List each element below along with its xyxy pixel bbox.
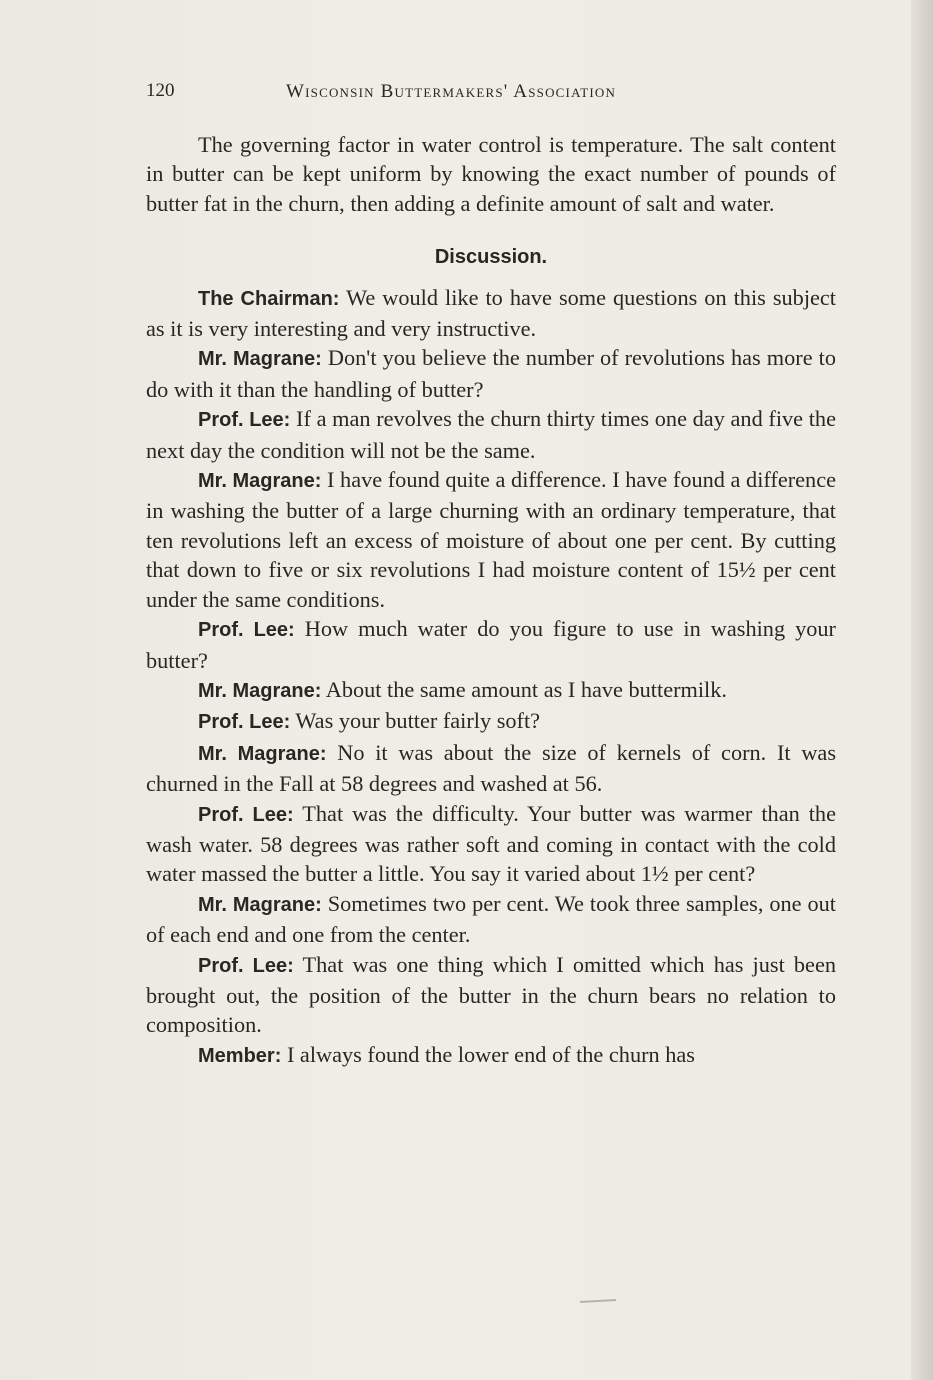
speech-text: If a man revolves the churn thirty times one day and five the next day the condition will not be the same. <box>146 406 836 463</box>
speech-text: About the same amount as I have buttermilk. <box>325 676 727 702</box>
discussion-paragraph <box>146 889 836 950</box>
speaker-label: Prof. Lee: <box>198 409 291 432</box>
speaker-label: The Chairman: <box>198 287 340 310</box>
speaker-label: Prof. Lee: <box>198 803 294 826</box>
ink-smudge-mark <box>580 1299 616 1303</box>
discussion-paragraph <box>146 738 836 799</box>
discussion-paragraph <box>146 343 836 404</box>
page-header <box>146 80 836 110</box>
speech-text: I have found quite a difference. I have found a difference in washing the butter of a large churning with an ordinary temperature, that ten revolutions left an excess of moisture of about one per cent. By cutting that down to five or six revolutions I had moisture content of 15½ per cent under the same conditions. <box>146 467 836 612</box>
discussion-paragraph <box>146 1040 836 1071</box>
section-heading: Discussion. <box>434 246 548 269</box>
discussion-paragraph <box>146 283 836 344</box>
discussion-paragraph <box>146 465 836 614</box>
speech-text: That was the difficulty. Your butter was warmer than the wash water. 58 degrees was rather soft and coming in contact with the cold water massed the butter a little. You say it varied about 1½ per cent? <box>146 800 836 887</box>
speech-text: Don't you believe the number of revolutions has more to do with it than the handling of butter? <box>146 345 836 402</box>
page-edge-shadow <box>911 0 933 1380</box>
discussion-paragraph <box>146 675 836 706</box>
speech-text: I always found the lower end of the churn has <box>286 1041 695 1067</box>
speaker-label: Mr. Magrane: <box>198 893 322 916</box>
speech-text: How much water do you figure to use in washing your butter? <box>146 616 836 673</box>
running-head: Wisconsin Buttermakers' Association <box>286 81 617 102</box>
speaker-label: Member: <box>198 1044 282 1067</box>
speech-text: Sometimes two per cent. We took three samples, one out of each end and one from the center. <box>146 890 836 948</box>
speaker-label: Mr. Magrane: <box>198 348 322 371</box>
body-text <box>146 130 836 1071</box>
speech-text: Was your butter fairly soft? <box>295 708 541 734</box>
opening-paragraph: The governing factor in water control is temperature. The salt content in butter can be kept uniform by knowing the exact number of pounds of butter fat in the churn, then adding a definite amount of salt and water. <box>146 132 836 216</box>
discussion-paragraph <box>146 706 836 737</box>
speaker-label: Prof. Lee: <box>198 954 294 977</box>
speaker-label: Prof. Lee: <box>198 619 295 642</box>
speech-text: We would like to have some questions on this subject as it is very interesting and very instructive. <box>146 284 836 342</box>
speaker-label: Prof. Lee: <box>198 711 291 734</box>
speaker-label: Mr. Magrane: <box>198 742 327 765</box>
discussion-paragraph <box>146 614 836 675</box>
discussion-paragraph <box>146 799 836 889</box>
speech-text: That was one thing which I omitted which has just been brought out, the position of the butter in the churn bears no relation to composition. <box>146 951 836 1038</box>
speaker-label: Mr. Magrane: <box>198 679 322 702</box>
speaker-label: Mr. Magrane: <box>198 470 322 493</box>
page-number: 120 <box>146 80 175 101</box>
speech-text: No it was about the size of kernels of corn. It was churned in the Fall at 58 degrees and washed at 56. <box>146 739 836 797</box>
discussion-paragraph <box>146 404 836 465</box>
discussion-paragraph <box>146 950 836 1040</box>
